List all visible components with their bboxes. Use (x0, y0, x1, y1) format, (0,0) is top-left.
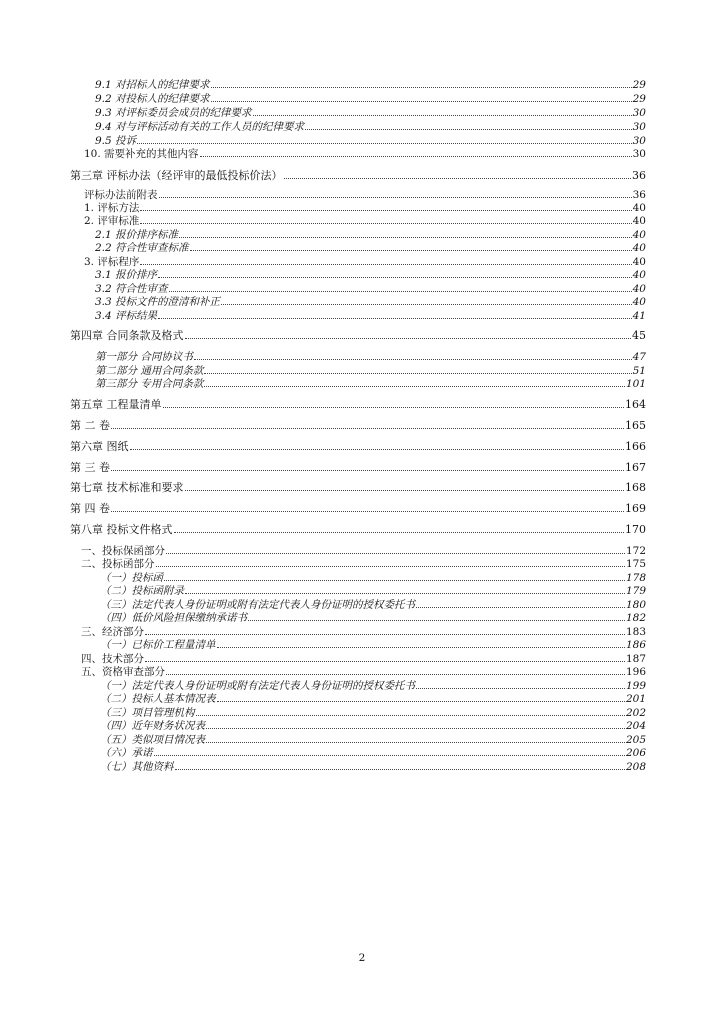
toc-entry-label: 第五章 工程量清单 (70, 398, 162, 411)
dot-leader (204, 386, 625, 387)
dot-leader (217, 647, 625, 648)
toc-entry-5-d[interactable] (100, 720, 646, 732)
toc-entry-page: 196 (625, 666, 646, 678)
toc-entry-page: 40 (632, 269, 646, 281)
toc-entry-label: 9.3 对评标委员会成员的纪律要求 (95, 107, 252, 119)
toc-entry-page: 30 (632, 135, 646, 147)
dot-leader (200, 156, 632, 157)
toc-entry-page: 201 (625, 693, 646, 705)
dot-leader (206, 742, 625, 743)
toc-entry-page: 169 (625, 502, 646, 515)
toc-entry-part-2[interactable] (95, 365, 646, 377)
toc-entry-9-4[interactable] (95, 121, 646, 133)
toc-entry-page: 45 (632, 329, 646, 342)
toc-entry-3-a[interactable] (100, 639, 646, 651)
toc-entry-3-4[interactable] (95, 310, 646, 322)
toc-entry-label: （一）投标函 (100, 572, 163, 584)
toc-entry-label: 第一部分 合同协议书 (95, 351, 193, 363)
dot-leader (156, 566, 625, 567)
toc-entry-label: 第四章 合同条款及格式 (70, 329, 184, 342)
dot-leader (140, 223, 631, 224)
toc-entry-label: 1. 评标方法 (84, 202, 140, 214)
toc-entry-label: 评标办法前附表 (84, 189, 158, 201)
toc-entry-3-3[interactable] (95, 296, 646, 308)
toc-entry-2[interactable] (84, 215, 646, 227)
toc-entry-label: 四、技术部分 (81, 653, 144, 665)
toc-entry-9-5[interactable] (95, 135, 646, 147)
toc-entry-section-3[interactable] (81, 626, 646, 638)
toc-entry-label: 2. 评审标准 (84, 215, 140, 227)
toc-entry-label: 3.4 评标结果 (95, 310, 158, 322)
toc-entry-section-1[interactable] (81, 545, 646, 557)
toc-entry-part-1[interactable] (95, 351, 646, 363)
toc-chapter-6[interactable] (70, 441, 646, 453)
dot-leader (190, 250, 632, 251)
dot-leader (137, 143, 632, 144)
toc-entry-section-2[interactable] (81, 558, 646, 570)
toc-entry-label: 第 二 卷 (70, 419, 110, 432)
toc-entry-label: 二、投标函部分 (81, 558, 155, 570)
toc-volume-2[interactable] (70, 420, 646, 432)
toc-entry-5-c[interactable] (100, 707, 646, 719)
toc-entry-page: 186 (625, 639, 646, 651)
toc-entry-5-f[interactable] (100, 747, 646, 759)
toc-entry-page: 167 (625, 461, 646, 474)
toc-entry-label: （三）项目管理机构 (100, 707, 195, 719)
toc-entry-3-2[interactable] (95, 283, 646, 295)
dot-leader (174, 532, 625, 533)
toc-entry-label: （一）已标价工程量清单 (100, 639, 216, 651)
dot-leader (185, 593, 625, 594)
dot-leader (196, 715, 625, 716)
dot-leader (166, 674, 625, 675)
toc-volume-3[interactable] (70, 462, 646, 474)
toc-entry-label: （四）低价风险担保缴纳承诺书 (100, 612, 247, 624)
toc-entry-label: 第 三 卷 (70, 461, 110, 474)
toc-entry-label: （三）法定代表人身份证明或附有法定代表人身份证明的授权委托书 (100, 599, 415, 611)
dot-leader (154, 755, 625, 756)
toc-entry-2-a[interactable] (100, 572, 646, 584)
dot-leader (140, 264, 631, 265)
dot-leader (253, 115, 632, 116)
toc-entry-page: 183 (625, 626, 646, 638)
toc-entry-label: （二）投标人基本情况表 (100, 693, 216, 705)
dot-leader (175, 769, 625, 770)
toc-entry-appendix[interactable] (84, 189, 646, 201)
toc-entry-page: 205 (625, 734, 646, 746)
toc-entry-label: 五、资格审查部分 (81, 666, 165, 678)
toc-entry-label: （二）投标函附录 (100, 585, 184, 597)
dot-leader (111, 470, 624, 471)
toc-entry-label: 第三章 评标办法（经评审的最低投标价法） (70, 169, 283, 182)
toc-entry-page: 180 (625, 599, 646, 611)
toc-entry-page: 204 (625, 720, 646, 732)
toc-entry-label: 9.4 对与评标活动有关的工作人员的纪律要求 (95, 121, 305, 133)
dot-leader (164, 580, 625, 581)
dot-leader (169, 291, 632, 292)
toc-entry-label: 第七章 技术标准和要求 (70, 481, 184, 494)
toc-entry-page: 101 (625, 378, 646, 390)
toc-entry-5-e[interactable] (100, 734, 646, 746)
toc-entry-part-3[interactable] (95, 378, 646, 390)
toc-entry-9-2[interactable] (95, 93, 646, 105)
page-number: 2 (358, 952, 366, 964)
toc-entry-label: 2.1 报价排序标准 (95, 229, 179, 241)
toc-entry-page: 40 (632, 229, 646, 241)
dot-leader (179, 237, 632, 238)
toc-entry-page: 165 (625, 419, 646, 432)
dot-leader (217, 701, 625, 702)
toc-entry-page: 182 (625, 612, 646, 624)
toc-entry-2-b[interactable] (100, 585, 646, 597)
toc-volume-4[interactable] (70, 503, 646, 515)
toc-entry-label: （七）其他资料 (100, 761, 174, 773)
toc-entry-page: 170 (625, 523, 646, 536)
dot-leader (185, 490, 625, 491)
toc-entry-page: 164 (625, 398, 646, 411)
toc-entry-5-g[interactable] (100, 761, 646, 773)
dot-leader (158, 318, 632, 319)
toc-entry-page: 178 (625, 572, 646, 584)
toc-entry-1[interactable] (84, 202, 646, 214)
toc-entry-label: 三、经济部分 (81, 626, 144, 638)
dot-leader (166, 553, 625, 554)
toc-entry-page: 199 (625, 680, 646, 692)
toc-entry-label: （六）承诺 (100, 747, 153, 759)
dot-leader (158, 277, 632, 278)
toc-entry-page: 51 (632, 365, 646, 377)
toc-entry-2-c[interactable] (100, 599, 646, 611)
dot-leader (416, 607, 625, 608)
toc-entry-label: 9.5 投诉 (95, 135, 137, 147)
toc-entry-3-1[interactable] (95, 269, 646, 281)
toc-entry-page: 29 (632, 79, 646, 91)
toc-entry-3[interactable] (84, 256, 646, 268)
toc-entry-page: 40 (632, 215, 646, 227)
toc-entry-page: 29 (632, 93, 646, 105)
toc-entry-9-3[interactable] (95, 107, 646, 119)
dot-leader (130, 449, 625, 450)
toc-chapter-7[interactable] (70, 482, 646, 494)
toc-entry-page: 40 (632, 283, 646, 295)
toc-entry-page: 30 (632, 107, 646, 119)
dot-leader (145, 634, 625, 635)
toc-entry-2-2[interactable] (95, 242, 646, 254)
toc-entry-label: 第六章 图纸 (70, 440, 129, 453)
toc-entry-label: 3.2 符合性审查 (95, 283, 168, 295)
dot-leader (305, 129, 632, 130)
dot-leader (221, 304, 632, 305)
toc-entry-page: 206 (625, 747, 646, 759)
toc-entry-9-1[interactable] (95, 79, 646, 91)
toc-chapter-5[interactable] (70, 399, 646, 411)
dot-leader (194, 359, 632, 360)
dot-leader (211, 101, 632, 102)
toc-entry-label: 10. 需要补充的其他内容 (84, 148, 199, 160)
toc-entry-page: 36 (632, 189, 646, 201)
dot-leader (206, 728, 625, 729)
toc-chapter-4[interactable] (70, 330, 646, 342)
dot-leader (159, 197, 632, 198)
dot-leader (204, 373, 631, 374)
toc-entry-label: 3. 评标程序 (84, 256, 140, 268)
toc-entry-5-a[interactable] (100, 680, 646, 692)
dot-leader (416, 688, 625, 689)
toc-entry-label: （一）法定代表人身份证明或附有法定代表人身份证明的授权委托书 (100, 680, 415, 692)
toc-entry-label: 一、投标保函部分 (81, 545, 165, 557)
dot-leader (111, 511, 624, 512)
toc-entry-2-d[interactable] (100, 612, 646, 624)
toc-chapter-3[interactable] (70, 170, 646, 182)
toc-entry-page: 40 (632, 256, 646, 268)
toc-entry-label: （四）近年财务状况表 (100, 720, 205, 732)
toc-chapter-8[interactable] (70, 524, 646, 536)
toc-entry-page: 172 (625, 545, 646, 557)
toc-entry-label: 第八章 投标文件格式 (70, 523, 173, 536)
toc-entry-page: 40 (632, 202, 646, 214)
dot-leader (163, 407, 625, 408)
toc-entry-2-1[interactable] (95, 229, 646, 241)
toc-entry-label: 3.3 投标文件的澄清和补正 (95, 296, 221, 308)
toc-entry-5-b[interactable] (100, 693, 646, 705)
toc-entry-page: 30 (632, 148, 646, 160)
dot-leader (284, 178, 632, 179)
toc-entry-section-5[interactable] (81, 666, 646, 678)
toc-entry-page: 30 (632, 121, 646, 133)
dot-leader (145, 661, 625, 662)
toc-entry-page: 36 (632, 169, 646, 182)
dot-leader (248, 620, 625, 621)
toc-entry-label: 第三部分 专用合同条款 (95, 378, 204, 390)
toc-entry-page: 202 (625, 707, 646, 719)
toc-entry-section-4[interactable] (81, 653, 646, 665)
toc-entry-label: 第二部分 通用合同条款 (95, 365, 204, 377)
toc-entry-page: 168 (625, 481, 646, 494)
toc-entry-label: 9.1 对招标人的纪律要求 (95, 79, 210, 91)
dot-leader (211, 87, 632, 88)
toc-entry-label: 2.2 符合性审查标准 (95, 242, 189, 254)
toc-entry-10[interactable] (84, 148, 646, 160)
toc-entry-page: 41 (632, 310, 646, 322)
dot-leader (185, 338, 632, 339)
toc-entry-page: 47 (632, 351, 646, 363)
toc-entry-page: 208 (625, 761, 646, 773)
toc-entry-label: 3.1 报价排序 (95, 269, 158, 281)
toc-entry-page: 166 (625, 440, 646, 453)
toc-entry-label: （五）类似项目情况表 (100, 734, 205, 746)
toc-entry-page: 40 (632, 242, 646, 254)
toc-entry-page: 175 (625, 558, 646, 570)
toc-entry-page: 179 (625, 585, 646, 597)
toc-entry-label: 9.2 对投标人的纪律要求 (95, 93, 210, 105)
toc-entry-label: 第 四 卷 (70, 502, 110, 515)
dot-leader (140, 210, 631, 211)
toc-entry-page: 40 (632, 296, 646, 308)
toc-entry-page: 187 (625, 653, 646, 665)
dot-leader (111, 428, 624, 429)
